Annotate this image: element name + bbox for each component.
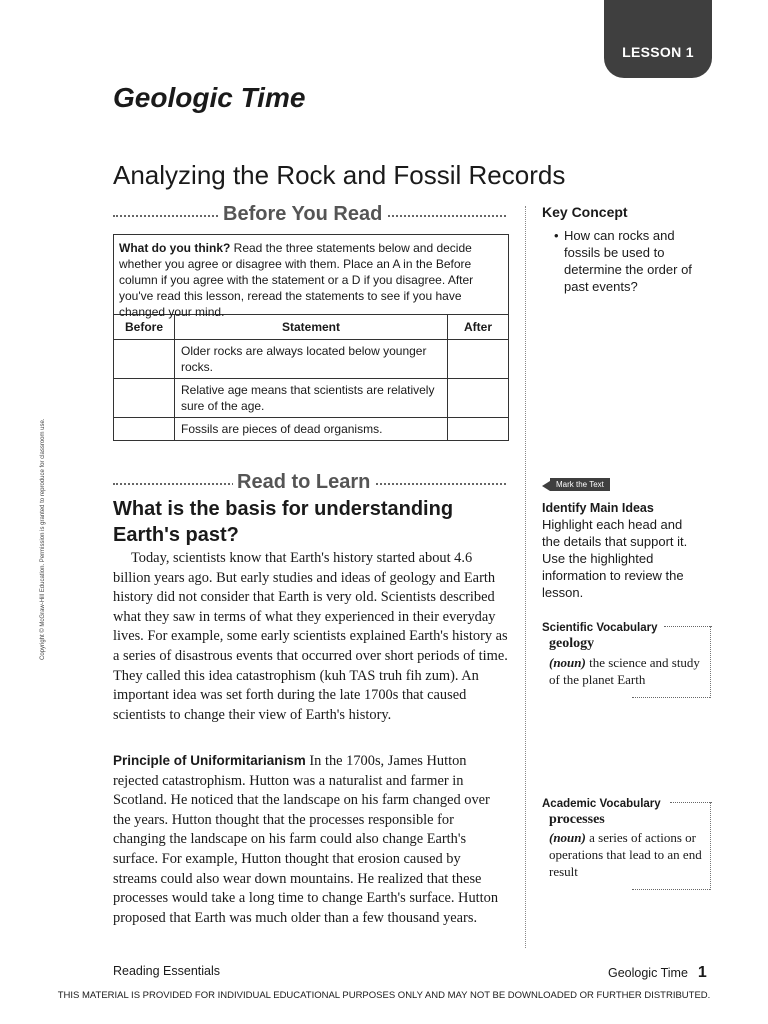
- statement-table: [114, 315, 508, 440]
- footer-chapter-title: Geologic Time: [608, 966, 688, 980]
- after-cell-1[interactable]: [448, 340, 509, 379]
- after-cell-3[interactable]: [448, 418, 509, 440]
- vocab-rule: [710, 802, 711, 890]
- vocab-rule: [710, 626, 711, 698]
- academic-vocabulary-label: Academic Vocabulary: [542, 798, 661, 810]
- key-concept-list: [554, 227, 714, 295]
- uniformitarianism-text: In the 1700s, James Hutton rejected catastrophism. Hutton was a naturalist and farmer in Scotland. He noticed that the landscape on his farm changed over the years. Hutton thought that the processes responsible for changing the landscape on his farm could also change Earth's surface. For example, Hutton thought that erosion caused by streams could also wear down mountains. He realized that these processes would take a long time to change Earth's surface. Hutton proposed that Earth was much older than a few thousand years.: [113, 753, 499, 926]
- identify-main-ideas-text: Highlight each head and the details that support it. Use the highlighted information to review the lesson.: [542, 517, 688, 600]
- what-do-you-think-lead: What do you think?: [119, 241, 231, 255]
- scientific-vocabulary-label: Scientific Vocabulary: [542, 622, 658, 634]
- statement-2: Relative age means that scientists are relatively sure of the age.: [175, 379, 448, 418]
- before-cell-2[interactable]: [114, 379, 175, 418]
- mark-arrow-icon: [542, 481, 550, 491]
- copyright-notice: Copyright © McGraw-Hill Education. Permission is granted to reproduce for classroom use.: [40, 418, 46, 660]
- what-do-you-think-text: Read the three statements below and decide whether you agree or disagree with them. Place an A in the Before column if you agree with the statement or a D if you disagree. After you've read this lesson, reread the statements to see if you have changed your mind.: [119, 241, 474, 319]
- table-row: [114, 340, 508, 379]
- before-cell-1[interactable]: [114, 340, 175, 379]
- scientific-vocabulary-word: geology: [549, 636, 595, 651]
- statement-3: Fossils are pieces of dead organisms.: [175, 418, 448, 440]
- read-banner: Read to Learn: [233, 471, 374, 494]
- page-number: 1: [697, 964, 707, 981]
- scientific-vocabulary-definition: [549, 654, 704, 688]
- table-row: [114, 379, 508, 418]
- section-heading: What is the basis for understanding Earth's past?: [113, 498, 454, 546]
- definition-text: the science and study of the planet Earth: [549, 655, 700, 687]
- uniformitarianism-heading: Principle of Uniformitarianism: [113, 753, 306, 768]
- table-row: [114, 418, 508, 440]
- key-concept-title: Key Concept: [542, 204, 628, 220]
- footer-book-title: Reading Essentials: [113, 964, 221, 978]
- after-cell-2[interactable]: [448, 379, 509, 418]
- lesson-title: Analyzing the Rock and Fossil Records: [113, 160, 566, 190]
- academic-vocabulary-word: processes: [549, 812, 605, 827]
- vocab-rule: [632, 889, 710, 890]
- what-do-you-think-box: [113, 234, 509, 441]
- column-divider: [525, 206, 526, 948]
- paragraph-intro: Today, scientists know that Earth's history started about 4.6 billion years ago. But early studies and ideas of geology and Earth history did not consider that Earth is very old. Scientists described what they saw in terms of what they experienced in their everyday lives. For example, some early scientists explained Earth's history as a series of disastrous events that occurred over short periods of time. They called this idea catastrophism (kuh TAS truh fih zum). An important idea was set forth during the late 1700s that caused scientists to change their view of Earth's history.: [113, 550, 508, 723]
- before-banner: Before You Read: [219, 203, 386, 226]
- mark-the-text-label: Mark the Text: [550, 478, 610, 491]
- paragraph-uniformitarianism: [113, 751, 508, 928]
- footer-chapter: [608, 964, 707, 982]
- statement-1: Older rocks are always located below younger rocks.: [175, 340, 448, 379]
- part-of-speech: (noun): [549, 655, 586, 670]
- vocab-rule: [664, 626, 712, 627]
- definition-text: a series of actions or operations that lead to an end result: [549, 830, 702, 879]
- identify-main-ideas-title: Identify Main Ideas: [542, 501, 654, 515]
- what-do-you-think-intro: [114, 235, 508, 319]
- scientific-vocabulary-box: [542, 618, 712, 698]
- before-cell-3[interactable]: [114, 418, 175, 440]
- lesson-tab-label: LESSON 1: [622, 44, 694, 60]
- header-before: Before: [124, 320, 163, 334]
- lesson-tab: [604, 0, 712, 78]
- key-concept-item: • How can rocks and fossils be used to determine the order of past events?: [554, 227, 714, 295]
- chapter-title: Geologic Time: [113, 82, 306, 113]
- header-after: After: [448, 315, 509, 340]
- vocab-rule: [670, 802, 712, 803]
- academic-vocabulary-box: [542, 794, 712, 890]
- header-statement: Statement: [175, 315, 448, 340]
- disclaimer: THIS MATERIAL IS PROVIDED FOR INDIVIDUAL EDUCATIONAL PURPOSES ONLY AND MAY NOT BE DOWNLOADED OR FURTHER DISTRIBUTED.: [57, 990, 711, 1001]
- academic-vocabulary-definition: [549, 829, 704, 880]
- vocab-rule: [632, 697, 710, 698]
- part-of-speech: (noun): [549, 830, 586, 845]
